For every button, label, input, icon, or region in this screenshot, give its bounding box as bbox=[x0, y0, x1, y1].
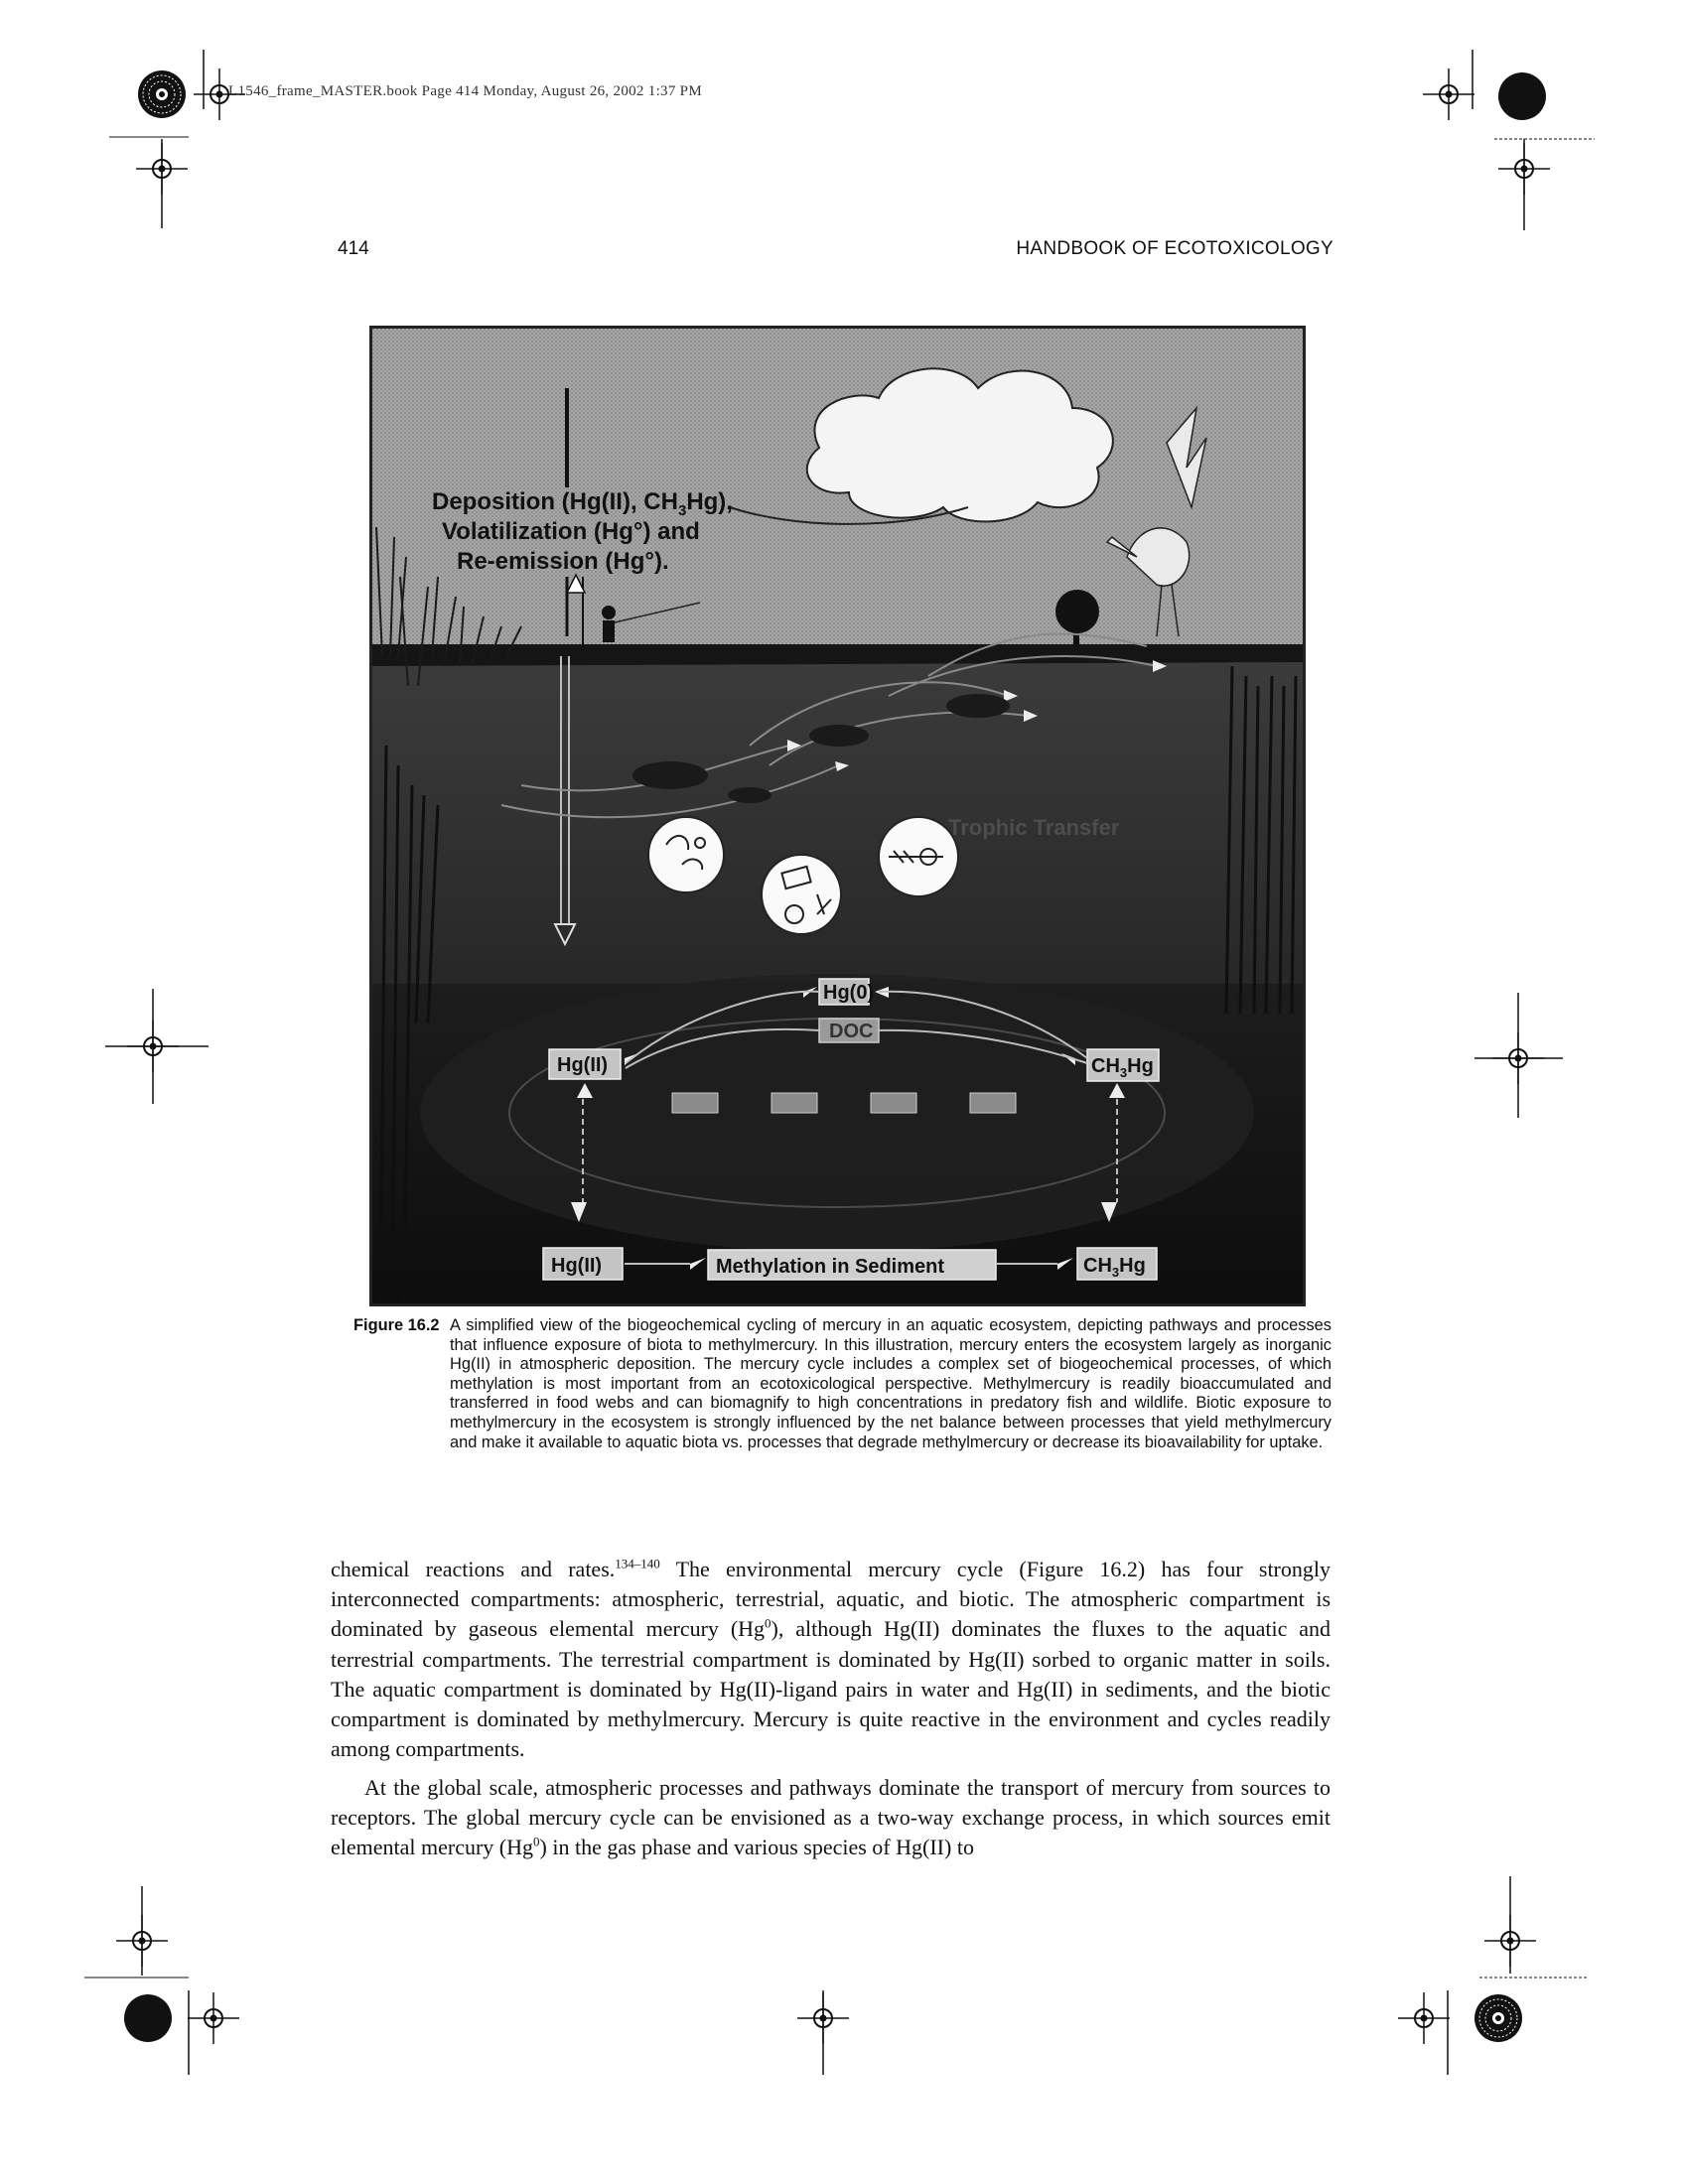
water-column bbox=[372, 646, 1303, 1004]
hg0-label: Hg(0) bbox=[823, 982, 875, 1004]
crosshair-mark bbox=[1423, 68, 1474, 120]
page-number: 414 bbox=[338, 238, 369, 259]
reemission-label: Re-emission (Hg°). bbox=[457, 548, 669, 575]
body-paragraph-1: chemical reactions and rates.$^{134-140}$ The environmental mercury cycle (Figure 16.2) has four strongly interconnected compartments: atmospheric, terrestrial, aquatic, and biotic. The atmospheric compartment is dominated by gaseous elemental mercury (Hg$^0$), although Hg(II) dominates the fluxes to the aquatic and terrestrial compartments. The terrestrial compartment is dominated by Hg(II) sorbed to organic matter in soils. The aquatic compartment is dominated by Hg(II)-ligand pairs in water and Hg(II) in sediments, and the biotic compartment is dominated by methylmercury. Mercury is quite reactive in the environment and cycles readily among compartments. bbox=[331, 1556, 1331, 1762]
frame-info-line: L1546_frame_MASTER.book Page 414 Monday, August 26, 2002 1:37 PM bbox=[228, 83, 702, 99]
mercury-cycle-figure bbox=[369, 326, 1306, 1306]
plankton-circle-2 bbox=[762, 855, 841, 934]
hg2-sediment-label: Hg(II) bbox=[551, 1255, 603, 1277]
ch3hg-water-label: $CH_3Hg$ bbox=[1091, 1055, 1154, 1080]
figure-caption bbox=[353, 1316, 1332, 1452]
plankton-circle-3 bbox=[879, 817, 958, 896]
deposition-label: Deposition (Hg(II), $CH_3Hg$), bbox=[432, 488, 733, 519]
solid-dot-mark bbox=[1498, 72, 1546, 120]
ch3hg-sediment-label: $CH_3Hg$ bbox=[1083, 1255, 1146, 1280]
starburst-mark-top-left bbox=[138, 70, 186, 118]
trophic-transfer-label: Trophic Transfer bbox=[948, 815, 1120, 840]
body-paragraph-2: At the global scale, atmospheric processes and pathways dominate the transport of mercury from sources to receptors. The global mercury cycle can be envisioned as a two-way exchange process, in which sources emit elemental mercury (Hg$^0$) in the gas phase and various species of Hg(II) to bbox=[331, 1775, 1331, 1860]
plankton-circle-1 bbox=[648, 817, 724, 892]
hg2-water-label: Hg(II) bbox=[557, 1054, 609, 1076]
running-head: HANDBOOK OF ECOTOXICOLOGY bbox=[1016, 238, 1333, 259]
starburst-mark-bottom-right bbox=[1474, 1994, 1522, 2042]
volatilization-label: Volatilization (Hg°) and bbox=[442, 518, 700, 545]
caption-label: Figure 16.2 bbox=[353, 1316, 440, 1334]
doc-label: DOC bbox=[829, 1021, 874, 1042]
methylation-label: Methylation in Sediment bbox=[716, 1256, 945, 1278]
caption-text: A simplified view of the biogeochemical cycling of mercury in an aquatic ecosystem, depicting pathways and processes that influence exposure of biota to methylmercury. In this illustration, mercury enters the ecosystem largely as inorganic Hg(II) in atmospheric deposition. The mercury cycle includes a complex set of biogeochemical processes, of which methylation is most important from an ecotoxicological perspective. Methylmercury is readily bioaccumulated and transferred in food webs and can biomagnify to high concentrations in predatory fish and wildlife. Biotic exposure to methylmercury in the ecosystem is strongly influenced by the net balance between processes that yield methylmercury and make it available to aquatic biota vs. processes that degrade methylmercury or decrease its bioavailability for uptake. bbox=[450, 1316, 1332, 1451]
solid-dot-mark bbox=[124, 1994, 172, 2042]
crosshair-mark bbox=[188, 1992, 239, 2044]
crosshair-mark bbox=[1398, 1992, 1450, 2044]
